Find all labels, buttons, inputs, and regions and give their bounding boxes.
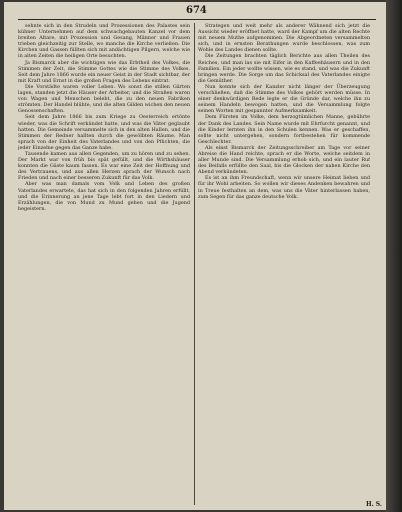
right-column (198, 23, 370, 505)
left-paragraph-3: Die Vorstädte waren voller Leben. Wo sonst die stillen Gärten lagen, standen jetzt die Häuser der Arbeiter, und die Straßen waren von Wagen und Menschen belebt, die zu den neuen Fabriken strömten. Der Handel blühte, und die alten Gilden wichen den neuen Genossenschaften. (18, 83, 190, 115)
right-paragraph-1: Strategen und weit mehr als anderer Wähnend sich jetzt die Aussicht wieder eröffnet hatte, ward der Kampf um die alten Rechte mit neuem Muthe aufgenommen. Die Abgeordneten versammelten sich, und in ernsten Berathungen wurde beschlossen, was zum Wohle des Landes dienen sollte. (198, 23, 370, 54)
column-divider (194, 23, 195, 505)
page-header (18, 4, 376, 20)
newspaper-page (4, 2, 386, 510)
right-paragraph-3: Nun konnte sich der Kanzler nicht länger der Überzeugung verschließen, daß die Stimme des Volkes gehört werden müsse. In einer denkwürdigen Rede legte er die Gründe dar, welche ihn zu seinem Handeln bewogen hatten, und die Versammlung folgte seinen Worten mit gespannter Aufmerksamkeit. (198, 83, 370, 115)
right-paragraph-6: Es ist an ihm Freundschaft, wenn wir unsere Heimat lieben und für ihr Wohl arbeiten. So wollen wir dieses Andenken bewahren und in Treue festhalten an dem, was uns die Väter hinterlassen haben, zum Segen für das ganze deutsche Volk. (198, 175, 370, 200)
left-paragraph-1: sehnte sich in den Strudeln und Prozessionen des Palastes sein kühner Unternehmen auf dem schwachgebauten Kanzel vor dem breiten Altare, mit Prozession und Gesang, Männer und Frauen trieben gleichzeitig zur Stelle, wo manche die Kirche verließen. Die Kirchen und Gassen füllten sich mit andächtigen Pilgern, welche wie in alten Zeiten die heiligen Orte besuchten. (18, 23, 190, 60)
left-paragraph-6: Aber was man damals vom Volk und Leben des großen Vaterlandes erwartete, das hat sich in den folgenden Jahren erfüllt, und die Erinnerung an jene Tage lebt fort in den Liedern und Erzählungen, die von Mund zu Mund gehen und die Jugend begeistern. (18, 181, 190, 212)
right-paragraph-4: Dem Fürsten im Volke, dem herzogtümlichen Manne, gebührte der Dank des Landes. Sein Name wurde mit Ehrfurcht genannt, und die Kinder lernten ihn in den Schulen kennen. Was er geschaffen, sollte nicht untergehen, sondern fortbestehen für kommende Geschlechter. (198, 114, 370, 145)
right-paragraph-2: Die Zeitungen brachten täglich Berichte aus allen Theilen des Reiches, und man las sie mit Eifer in den Kaffeehäusern und in den Familien. Ein jeder wollte wissen, wie es stand, und was die Zukunft bringen werde. Die Sorge um das Schicksal des Vaterlandes einigte die Gemüther. (198, 53, 370, 84)
right-paragraph-5: Als einst Bismarck der Zeitungsschreiber am Tage vor seiner Abreise die Hand reichte, sprach er die Worte, welche seitdem in aller Munde sind. Die Versammlung erhob sich, und ein lauter Ruf des Beifalls erfüllte den Saal, bis die Glocken der nahen Kirche den Abend verkündeten. (198, 144, 370, 176)
article-signature: H. S. (365, 501, 382, 508)
book-spine (386, 0, 402, 512)
page-number: 674 (186, 5, 207, 16)
header-rule (18, 19, 376, 20)
left-column (18, 23, 190, 505)
left-paragraph-2: Ja Bismarck aber die wichtigen wie das Erbtheil des Volkes, die Stimmen der Zeit, die Stimme Gottes wie die Stimme des Volkes. Seit dem Jahre 1866 wurde ein neuer Geist in der Stadt sichtbar, der mit Kraft und Ernst in die großen Fragen des Lebens eintrat. (18, 59, 190, 84)
left-paragraph-4: Seit dem Jahre 1866 bis zum Kriege zu Oesterreich ertönte wieder, was die Schrift verkündet hatte, und was die Väter geglaubt hatten. Die Gemeinde versammelte sich in den alten Hallen, und die Stimmen der Redner hallten durch die gewölbten Räume. Man sprach von der Einheit des Vaterlandes und von den Pflichten, die jeder Einzelne gegen das Ganze habe. (18, 114, 190, 151)
left-paragraph-5: Tausende kamen aus allen Gegenden, um zu hören und zu sehen. Der Markt war von früh bis spät gefüllt, und die Wirthshäuser konnten die Gäste kaum fassen. Es war eine Zeit der Hoffnung und des Vertrauens, und aus allen Herzen sprach der Wunsch nach Frieden und nach einer besseren Zukunft für das Volk. (18, 150, 190, 182)
